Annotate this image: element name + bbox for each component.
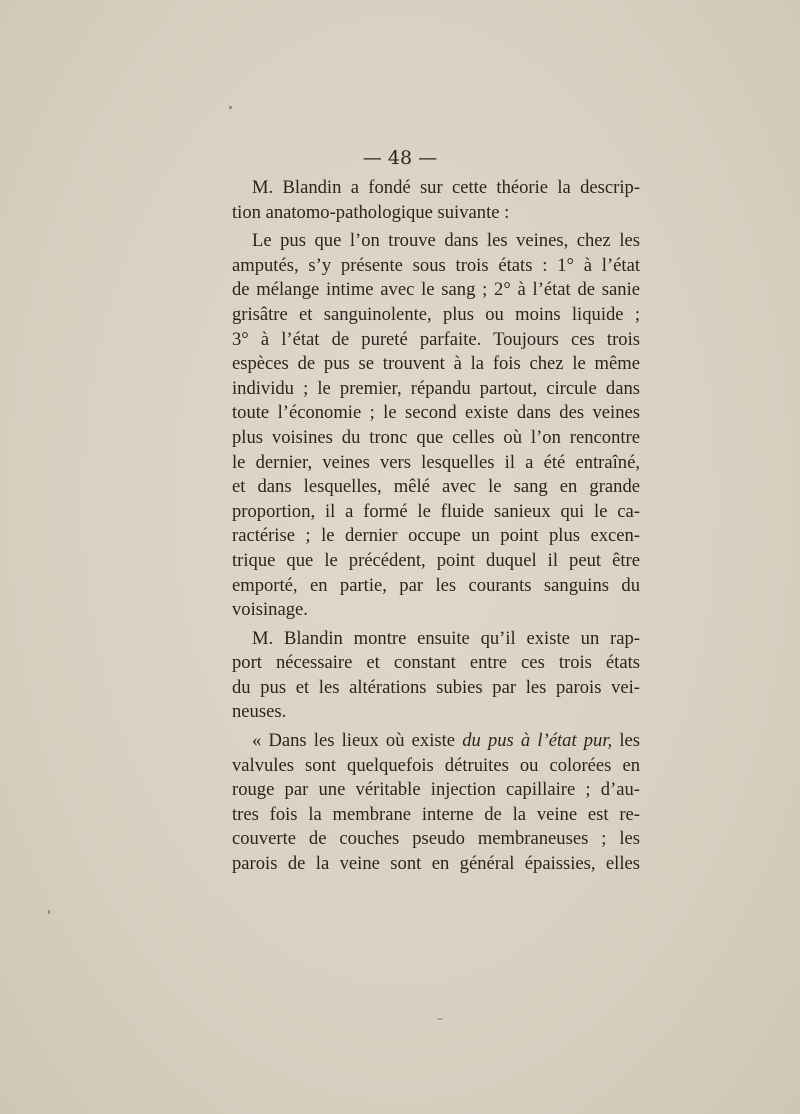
paragraph (232, 176, 640, 225)
text-line: rouge par une véritable injection capillaire ; d’au- (232, 779, 640, 801)
body-text (232, 176, 640, 877)
text-line: tion anatomo-pathologique suivante : (232, 201, 510, 223)
text-line: M. Blandin a fondé sur cette théorie la descrip- (252, 177, 640, 198)
text-line: 3° à l’état de pureté parfaite. Toujours ces trois (232, 328, 640, 350)
text-line: trique que le précédent, point duquel il peut être (232, 549, 640, 571)
text-fragment: « Dans les lieux où existe (252, 730, 463, 752)
text-line: ractérise ; le dernier occupe un point plus excen- (232, 525, 640, 547)
text-line: voisinage. (232, 599, 308, 621)
text-fragment: les (612, 730, 640, 752)
text-line: espèces de pus se trouvent à la fois chez le même (232, 353, 640, 375)
text-line: et dans lesquelles, mêlé avec le sang en grande (232, 476, 640, 498)
paragraph (232, 627, 640, 725)
text-line: tres fois la membrane interne de la veine est re- (232, 803, 640, 825)
text-line: port nécessaire et constant entre ces trois états (232, 652, 640, 674)
text-line: emporté, en partie, par les courants sanguins du (232, 574, 640, 596)
paragraph (232, 729, 640, 877)
italic-phrase: du pus à l’état pur, (462, 730, 613, 752)
text-line: individu ; le premier, répandu partout, circule dans (232, 377, 640, 399)
text-line: neuses. (232, 701, 287, 723)
text-line: le dernier, veines vers lesquelles il a été entraîné, (232, 451, 640, 473)
ink-speck (437, 1018, 443, 1020)
text-line (232, 729, 640, 754)
text-line: proportion, il a formé le fluide sanieux qui le ca- (232, 500, 640, 522)
text-line: Le pus que l’on trouve dans les veines, chez les (252, 230, 640, 252)
text-line: toute l’économie ; le second existe dans des veines (232, 402, 640, 424)
text-line: plus voisines du tronc que celles où l’on rencontre (232, 426, 640, 448)
text-line: grisâtre et sanguinolente, plus ou moins liquide ; (232, 303, 640, 325)
paragraph (232, 229, 640, 623)
text-line: parois de la veine sont en général épaissies, elles (232, 853, 640, 875)
text-line: du pus et les altérations subies par les parois vei- (232, 676, 640, 698)
text-line: de mélange intime avec le sang ; 2° à l’état de sanie (232, 279, 640, 301)
text-line: M. Blandin montre ensuite qu’il existe un rap- (252, 627, 640, 649)
page-number: — 48 — (362, 147, 438, 169)
text-line: couverte de couches pseudo membraneuses ; les (232, 828, 640, 850)
ink-speck (229, 106, 232, 109)
ink-speck (48, 910, 50, 914)
text-line: amputés, s’y présente sous trois états : 1° à l’état (232, 254, 640, 276)
text-line: valvules sont quelquefois détruites ou colorées en (232, 754, 640, 776)
